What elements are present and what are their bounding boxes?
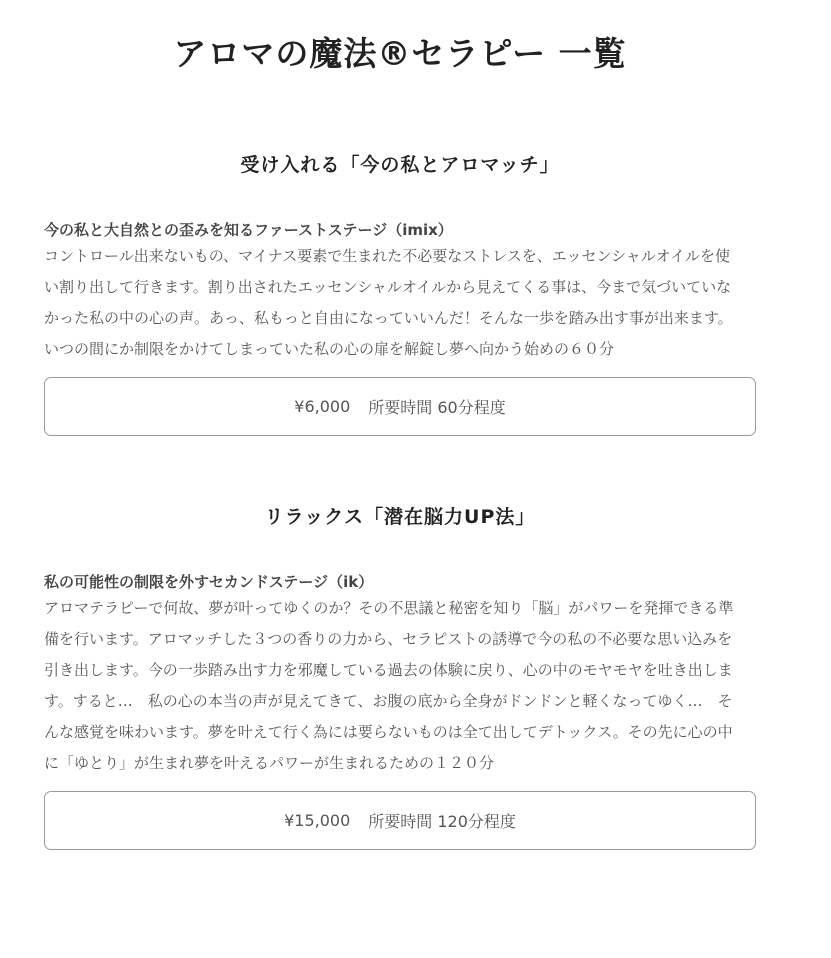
description-line: アロマテラピーで何故、夢が叶ってゆくのか？その不思議と秘密を知り「脳」がパワーを発揮できる準 xyxy=(44,599,734,617)
price-value: ¥15,000 xyxy=(284,811,351,830)
duration-value: 所要時間 60分程度 xyxy=(368,398,506,417)
price-box xyxy=(44,791,756,850)
price-box xyxy=(44,377,756,436)
price-value: ¥6,000 xyxy=(294,397,351,416)
stage-title: 私の可能性の制限を外すセカンドステージ（ik） xyxy=(44,573,374,591)
description-line: い割り出して行きます。割り出されたエッセンシャルオイルから見えてくる事は、今まで気づいていな xyxy=(44,278,732,296)
description-line: す。すると… 私の心の本当の声が見えてきて、お腹の底から全身がドンドンと軽くなってゆく… そ xyxy=(44,692,733,710)
section-heading: 受け入れる「今の私とアロマッチ」 xyxy=(240,154,560,176)
duration-value: 所要時間 120分程度 xyxy=(368,812,516,831)
description-line: かった私の中の心の声。あっ、私もっと自由になっていいんだ！そんな一歩を踏み出す事が出来ます。 xyxy=(44,309,733,327)
page-title: アロマの魔法®セラピー 一覧 xyxy=(173,34,627,73)
therapy-section-second-stage xyxy=(44,502,756,850)
description-line: コントロール出来ないもの、マイナス要素で生まれた不必要なストレスを、エッセンシャルオイルを使 xyxy=(44,247,731,265)
stage-title: 今の私と大自然との歪みを知るファーストステージ（imix） xyxy=(44,221,453,239)
description-line: 備を行います。アロマッチした３つの香りの力から、セラピストの誘導で今の私の不必要な思い込みを xyxy=(44,630,733,648)
therapy-section-first-stage xyxy=(44,150,756,436)
description-line: に「ゆとり」が生まれ夢を叶えるパワーが生まれるための１２０分 xyxy=(44,754,495,772)
description-line: いつの間にか制限をかけてしまっていた私の心の扉を解錠し夢へ向かう始めの６０分 xyxy=(44,340,615,358)
section-heading: リラックス「潜在脳力UP法」 xyxy=(264,506,536,528)
description-line: 引き出します。今の一歩踏み出す力を邪魔している過去の体験に戻り、心の中のモヤモヤを吐き出しま xyxy=(44,661,733,679)
therapy-description xyxy=(44,241,756,365)
description-line: んな感覚を味わいます。夢を叶えて行く為には要らないものは全て出してデトックス。その先に心の中 xyxy=(44,723,733,741)
therapy-description xyxy=(44,593,756,779)
